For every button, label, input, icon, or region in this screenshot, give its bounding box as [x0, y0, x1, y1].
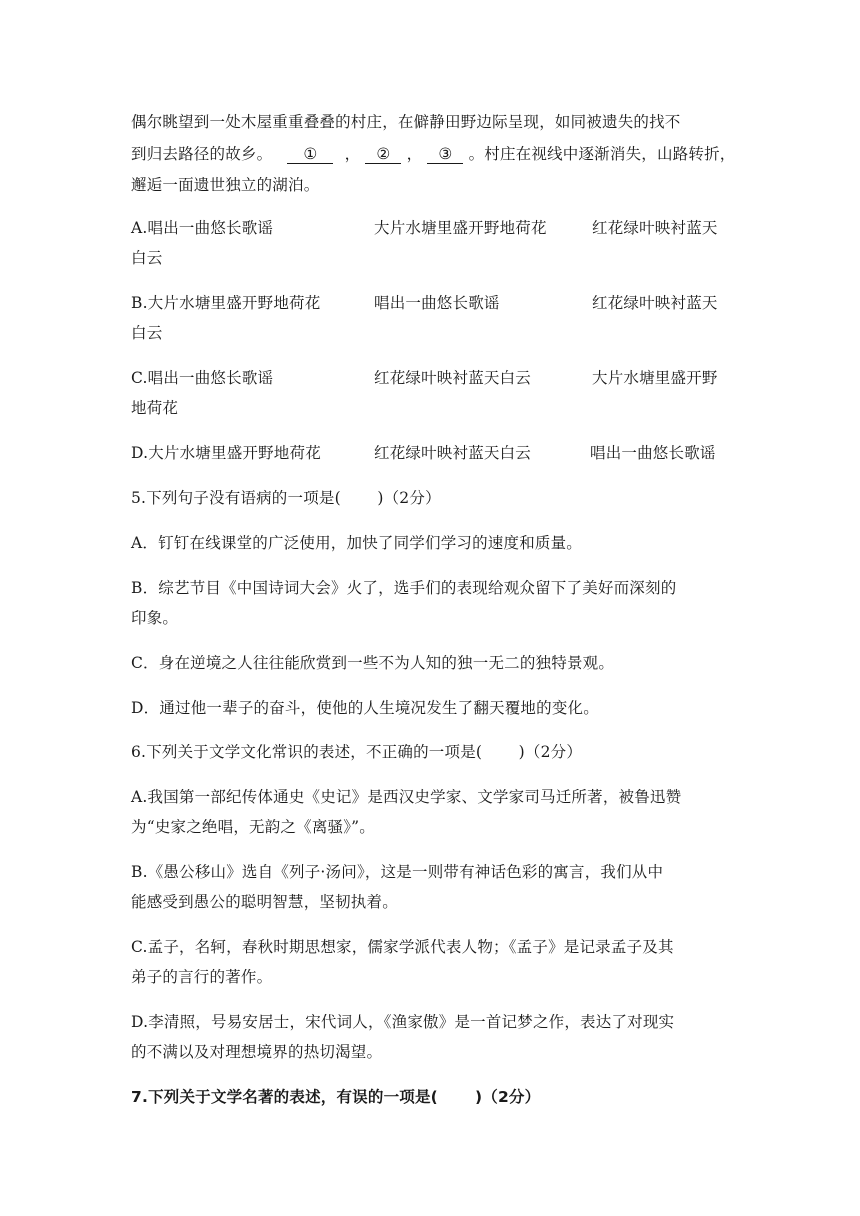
option-col-3: 唱出一曲悠长歌谣	[590, 444, 716, 462]
q6-stem: 6.下列关于文学文化常识的表述，不正确的一项是( )（2分）	[131, 743, 583, 761]
q5-stem: 5.下列句子没有语病的一项是( )（2分）	[131, 489, 441, 507]
q6-option-b-line-2: 能感受到愚公的聪明智慧，坚韧执着。	[131, 893, 398, 911]
q6-option-a-line-2: 为“史家之绝唱，无韵之《离骚》”。	[131, 818, 375, 836]
q5-option-c: C．身在逆境之人往往能欣赏到一些不为人知的独一无二的独特景观。	[131, 654, 615, 672]
q5-option-a: A．钉钉在线课堂的广泛使用，加快了同学们学习的速度和质量。	[131, 534, 582, 552]
q6-option-b-line-1: B.《愚公移山》选自《列子·汤问》，这是一则带有神话色彩的寓言，我们从中	[131, 863, 664, 881]
option-col-2: 红花绿叶映衬蓝天白云	[374, 369, 532, 387]
passage-line-2-prefix: 到归去路径的故乡。	[131, 145, 273, 163]
q5-option-b-line-1: B．综艺节目《中国诗词大会》火了，选手们的表现给观众留下了美好而深刻的	[131, 579, 677, 597]
q6-option-a-line-1: A.我国第一部纪传体通史《史记》是西汉史学家、文学家司马迁所著，被鲁迅赞	[131, 788, 682, 806]
q6-option-d-line-1: D.李清照，号易安居士，宋代词人，《渔家傲》是一首记梦之作，表达了对现实	[131, 1013, 675, 1031]
blank-separator-1: ，	[344, 145, 361, 163]
option-wrap: 地荷花	[131, 399, 179, 417]
q6-option-d-line-2: 的不满以及对理想境界的热切渴望。	[131, 1043, 383, 1061]
option-col-2: 红花绿叶映衬蓝天白云	[374, 444, 532, 462]
passage-line-3: 邂逅一面遗世独立的湖泊。	[131, 176, 320, 194]
option-wrap: 白云	[131, 324, 163, 342]
q5-option-d: D．通过他一辈子的奋斗，使他的人生境况发生了翻天覆地的变化。	[131, 699, 599, 717]
blank-2: ②	[365, 145, 401, 164]
q6-option-c-line-2: 弟子的言行的著作。	[131, 968, 273, 986]
passage-line-1: 偶尔眺望到一处木屋重重叠叠的村庄，在僻静田野边际呈现，如同被遗失的找不	[131, 113, 681, 131]
option-col-3: 红花绿叶映衬蓝天	[592, 294, 718, 312]
option-col-3: 大片水塘里盛开野	[592, 369, 718, 387]
q7-stem: 7.下列关于文学名著的表述，有误的一项是( )（2分）	[131, 1088, 541, 1106]
q6-option-c-line-1: C.孟子，名轲，春秋时期思想家，儒家学派代表人物；《孟子》是记录孟子及其	[131, 938, 674, 956]
blank-1: ①	[287, 145, 333, 164]
option-col-3: 红花绿叶映衬蓝天	[592, 219, 718, 237]
option-col-2: 唱出一曲悠长歌谣	[374, 294, 500, 312]
option-col-1: C.唱出一曲悠长歌谣	[131, 369, 274, 387]
option-col-1: B.大片水塘里盛开野地荷花	[131, 294, 321, 312]
passage-line-2-suffix: 。村庄在视线中逐渐消失，山路转折，	[468, 145, 736, 163]
option-col-1: A.唱出一曲悠长歌谣	[131, 219, 274, 237]
blank-separator-2: ，	[406, 145, 423, 163]
blank-3: ③	[427, 145, 463, 164]
q5-option-b-line-2: 印象。	[131, 609, 179, 627]
option-col-1: D.大片水塘里盛开野地荷花	[131, 444, 321, 462]
option-col-2: 大片水塘里盛开野地荷花	[374, 219, 547, 237]
passage-line-2	[131, 144, 735, 164]
option-wrap: 白云	[131, 249, 163, 267]
